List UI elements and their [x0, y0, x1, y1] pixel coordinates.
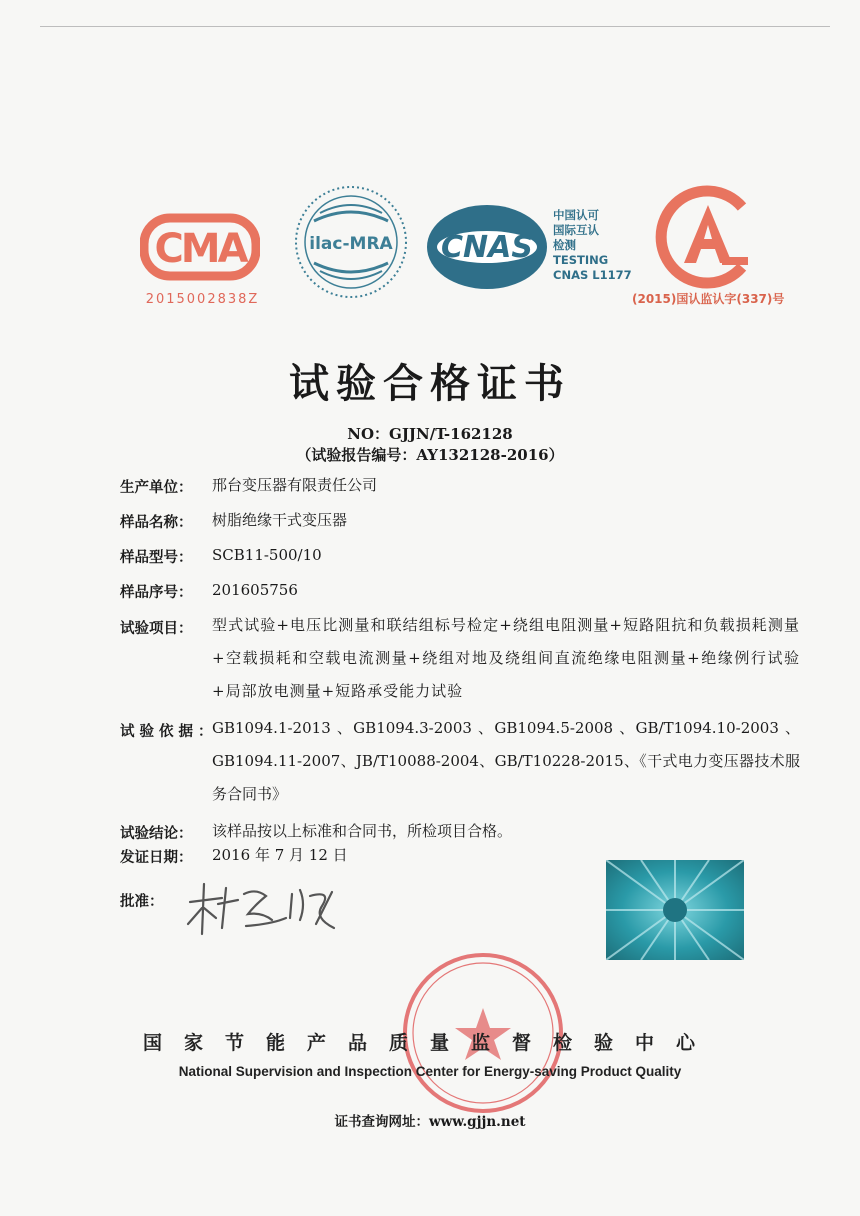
field-value: SCB11-500/10 — [212, 546, 322, 564]
top-rule — [40, 26, 830, 27]
cnas-logo — [425, 203, 550, 291]
cma-number: 2015002838Z — [145, 292, 260, 307]
field-value: 该样品按以上标准和合同书，所检项目合格。 — [212, 822, 513, 840]
field-value: 邢台变压器有限责任公司 — [212, 476, 378, 494]
report-number: （试验报告编号：AY132128-2016） — [296, 446, 564, 464]
ilac-mra-logo — [292, 183, 410, 301]
field-value: 201605756 — [212, 581, 298, 599]
field-label: 样品型号： — [120, 550, 193, 566]
field-label: 发证日期： — [120, 850, 193, 866]
certificate-title: 试验合格证书 — [289, 360, 571, 407]
signature — [182, 874, 342, 944]
cnas-line-1: 中国认可 — [553, 208, 599, 222]
cnas-line-5: CNAS L1177 — [553, 268, 632, 282]
field-label: 样品名称： — [120, 515, 193, 531]
svg-text:CNAS: CNAS — [441, 230, 533, 265]
field-value: 树脂绝缘干式变压器 — [212, 511, 348, 529]
cnas-side-text — [553, 208, 632, 283]
query-url: 证书查询网址：www.gjjn.net — [334, 1114, 526, 1130]
cal-number: (2015)国认监认字(337)号 — [632, 292, 785, 306]
cma-logo — [140, 212, 260, 282]
field-label: 生产单位： — [120, 480, 193, 496]
field-value: 型式试验+电压比测量和联结组标号检定+绕组电阻测量+短路阻抗和负载损耗测量+空载损耗和空载电流测量+绕组对地及绕组间直流绝缘电阻测量+绝缘例行试验+局部放电测量+短路承受能力试验 — [212, 616, 800, 700]
field-label: 样品序号： — [120, 585, 193, 601]
hologram-seal — [606, 860, 744, 960]
approval-label: 批准： — [120, 894, 164, 910]
field-value: GB1094.1-2013 、GB1094.3-2003 、GB1094.5-2008 、GB/T1094.10-2003 、GB1094.11-2007、JB/T10088-2004、GB/T10228-2015、《干式电力变压器技术服务合同书》 — [212, 719, 800, 803]
certificate-number: NO：GJJN/T-162128 — [347, 425, 513, 443]
center-name-cn: 国家节能产品质量监督检验中心 — [142, 1032, 717, 1054]
field-label: 试验项目： — [120, 621, 193, 637]
cnas-line-2: 国际互认 — [553, 223, 599, 237]
cnas-line-4: TESTING — [553, 253, 609, 267]
svg-text:ilac-MRA: ilac-MRA — [309, 234, 393, 254]
field-value: 2016 年 7 月 12 日 — [212, 846, 348, 864]
cal-logo — [654, 183, 762, 291]
cnas-line-3: 检测 — [553, 238, 576, 252]
svg-text:CMA: CMA — [154, 226, 246, 272]
field-label: 试验结论： — [120, 826, 193, 842]
field-label: 试验依据： — [120, 724, 218, 740]
center-name-en: National Supervision and Inspection Center for Energy-saving Product Quality — [178, 1064, 682, 1079]
